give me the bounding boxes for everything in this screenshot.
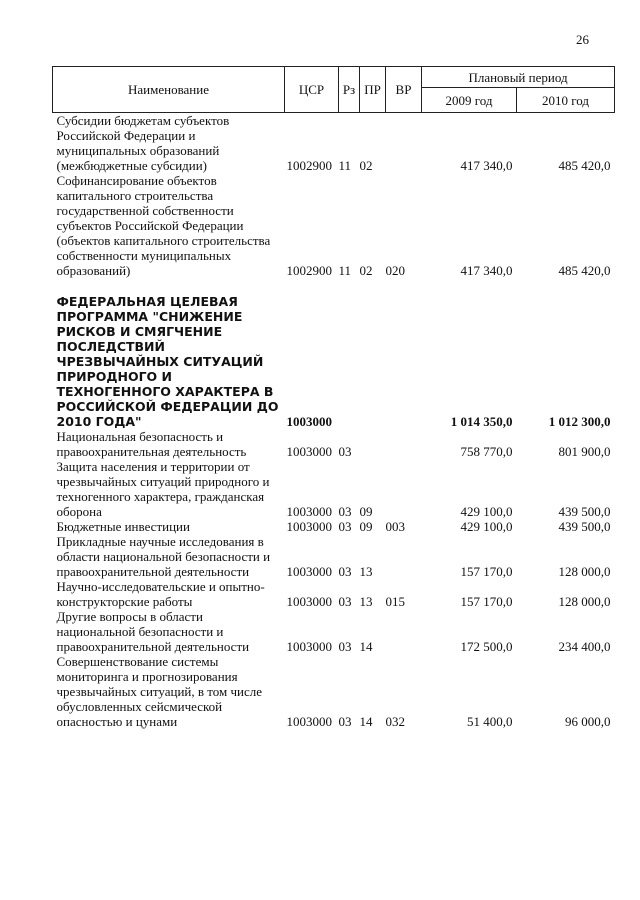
row-vr xyxy=(386,429,422,459)
row-pr: 14 xyxy=(359,714,373,729)
row-vr: 032 xyxy=(385,714,405,729)
table-row xyxy=(53,459,615,519)
row-csr: 1003000 xyxy=(286,444,332,459)
table-row xyxy=(53,113,615,174)
row-amount-2009: 429 100,0 xyxy=(460,519,513,534)
row-vr: 003 xyxy=(385,519,405,534)
row-amount-2009: 429 100,0 xyxy=(460,504,513,519)
row-amount-2009: 417 340,0 xyxy=(460,263,513,278)
row-pr: 02 xyxy=(359,263,373,278)
row-spacer xyxy=(53,278,615,294)
header-year-2010: 2010 год xyxy=(517,88,615,113)
row-name: Защита населения и территории от чрезвычайных ситуаций природного и техногенного характера, гражданская оборона xyxy=(56,459,270,519)
row-amount-2009: 758 770,0 xyxy=(460,444,513,459)
row-rz: 03 xyxy=(338,639,352,654)
row-amount-2010: 96 000,0 xyxy=(565,714,611,729)
row-csr: 1003000 xyxy=(286,714,332,729)
header-pr: ПР xyxy=(360,67,386,113)
row-amount-2010: 801 900,0 xyxy=(558,444,611,459)
table-row xyxy=(53,534,615,579)
table-row xyxy=(53,519,615,534)
row-vr xyxy=(386,113,422,174)
row-csr: 1003000 xyxy=(286,504,332,519)
row-name: Совершенствование системы мониторинга и прогнозирования чрезвычайных ситуаций, в том числе обусловленных сейсмической опасностью и цунами xyxy=(56,654,263,729)
header-name: Наименование xyxy=(53,67,285,113)
row-vr: 015 xyxy=(385,594,405,609)
row-pr: 14 xyxy=(359,639,373,654)
row-name: Национальная безопасность и правоохранительная деятельность xyxy=(56,429,247,459)
row-amount-2009: 157 170,0 xyxy=(460,564,513,579)
table-row xyxy=(53,654,615,729)
row-name: Другие вопросы в области национальной безопасности и правоохранительной деятельности xyxy=(56,609,250,654)
row-rz: 03 xyxy=(338,714,352,729)
row-csr: 1003000 xyxy=(286,414,332,429)
row-rz: 11 xyxy=(338,158,352,173)
row-amount-2010: 128 000,0 xyxy=(558,564,611,579)
row-csr: 1003000 xyxy=(286,564,332,579)
page-number: 26 xyxy=(576,32,589,47)
row-rz: 11 xyxy=(338,263,352,278)
row-rz: 03 xyxy=(338,564,352,579)
row-pr: 09 xyxy=(359,519,373,534)
row-rz xyxy=(339,294,360,429)
row-pr xyxy=(360,294,386,429)
header-planning-period: Плановый период xyxy=(422,67,615,88)
row-pr xyxy=(360,429,386,459)
row-vr xyxy=(386,534,422,579)
row-csr: 1002900 xyxy=(286,158,332,173)
row-pr: 02 xyxy=(359,158,373,173)
row-name: ФЕДЕРАЛЬНАЯ ЦЕЛЕВАЯ ПРОГРАММА "СНИЖЕНИЕ РИСКОВ И СМЯГЧЕНИЕ ПОСЛЕДСТВИЙ ЧРЕЗВЫЧАЙНЫХ СИТУАЦИЙ ПРИРОДНОГО И ТЕХНОГЕННОГО ХАРАКТЕРА В РОССИЙСКОЙ ФЕДЕРАЦИИ ДО 2010 ГОДА" xyxy=(56,294,279,429)
table-row xyxy=(53,429,615,459)
header-rz: Рз xyxy=(339,67,360,113)
row-amount-2010: 128 000,0 xyxy=(558,594,611,609)
row-amount-2010: 485 420,0 xyxy=(558,158,611,173)
row-amount-2010: 234 400,0 xyxy=(558,639,611,654)
row-amount-2009: 1 014 350,0 xyxy=(450,414,513,429)
row-name: Субсидии бюджетам субъектов Российской Федерации и муниципальных образований (межбюджетные субсидии) xyxy=(56,113,230,173)
row-name: Бюджетные инвестиции xyxy=(56,519,190,534)
row-csr: 1003000 xyxy=(286,519,332,534)
row-vr xyxy=(386,459,422,519)
table-row xyxy=(53,579,615,609)
row-vr xyxy=(386,609,422,654)
row-amount-2010: 485 420,0 xyxy=(558,263,611,278)
row-amount-2010: 1 012 300,0 xyxy=(548,414,611,429)
row-amount-2009: 157 170,0 xyxy=(460,594,513,609)
row-csr: 1003000 xyxy=(286,639,332,654)
table-header xyxy=(53,67,615,113)
row-amount-2009: 172 500,0 xyxy=(460,639,513,654)
row-rz: 03 xyxy=(338,519,352,534)
row-pr: 13 xyxy=(359,594,373,609)
table-row xyxy=(53,609,615,654)
row-amount-2009: 417 340,0 xyxy=(460,158,513,173)
header-csr: ЦСР xyxy=(285,67,339,113)
row-vr xyxy=(386,294,422,429)
row-name: Прикладные научные исследования в области национальной безопасности и правоохранительной деятельности xyxy=(56,534,271,579)
budget-table xyxy=(52,66,615,729)
row-rz: 03 xyxy=(338,504,352,519)
table-row-program xyxy=(53,294,615,429)
row-name: Научно-исследовательские и опытно-конструкторские работы xyxy=(56,579,265,609)
row-vr: 020 xyxy=(385,263,405,278)
row-name: Софинансирование объектов капитального строительства государственной собственности субъектов Российской Федерации (объектов капитального строительства собственности муниципальных образований) xyxy=(56,173,271,278)
table-body xyxy=(53,113,615,730)
row-pr: 13 xyxy=(359,564,373,579)
row-csr: 1002900 xyxy=(286,263,332,278)
row-csr: 1003000 xyxy=(286,594,332,609)
row-rz: 03 xyxy=(338,594,352,609)
header-vr: ВР xyxy=(386,67,422,113)
row-rz: 03 xyxy=(338,444,352,459)
row-amount-2010: 439 500,0 xyxy=(558,504,611,519)
table-row xyxy=(53,173,615,278)
header-year-2009: 2009 год xyxy=(422,88,517,113)
row-amount-2009: 51 400,0 xyxy=(467,714,513,729)
row-amount-2010: 439 500,0 xyxy=(558,519,611,534)
row-pr: 09 xyxy=(359,504,373,519)
